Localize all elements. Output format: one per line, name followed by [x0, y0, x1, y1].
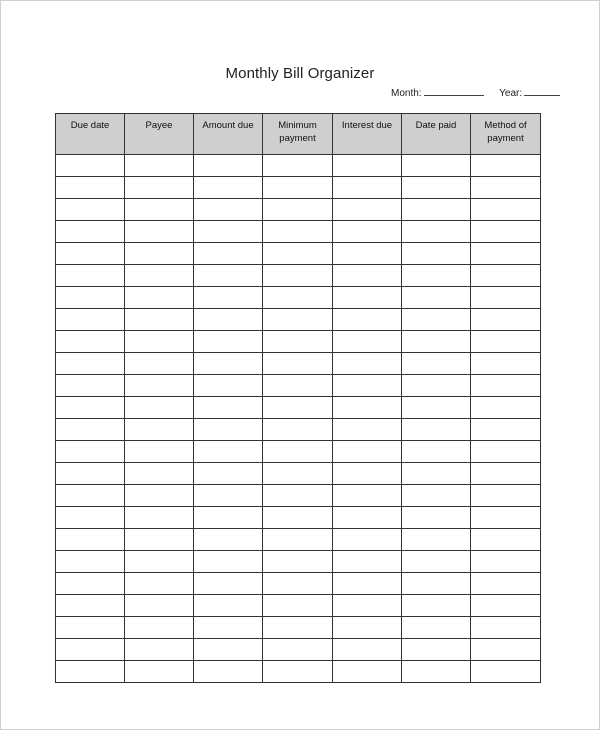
- header-date-paid: Date paid: [402, 114, 471, 155]
- table-cell[interactable]: [56, 287, 125, 309]
- table-cell[interactable]: [56, 375, 125, 397]
- table-cell[interactable]: [263, 551, 333, 573]
- table-cell[interactable]: [333, 463, 402, 485]
- table-cell[interactable]: [56, 441, 125, 463]
- table-cell[interactable]: [402, 617, 471, 639]
- table-row: [56, 639, 541, 661]
- table-cell[interactable]: [471, 529, 541, 551]
- table-cell[interactable]: [333, 287, 402, 309]
- table-cell[interactable]: [56, 265, 125, 287]
- table-cell[interactable]: [194, 265, 263, 287]
- table-cell[interactable]: [125, 155, 194, 177]
- table-row: [56, 595, 541, 617]
- table-cell[interactable]: [56, 199, 125, 221]
- table-row: [56, 397, 541, 419]
- table-cell[interactable]: [125, 617, 194, 639]
- table-row: [56, 375, 541, 397]
- table-cell[interactable]: [263, 441, 333, 463]
- table-cell[interactable]: [263, 353, 333, 375]
- table-cell[interactable]: [333, 639, 402, 661]
- header-payee: Payee: [125, 114, 194, 155]
- header-method-of-payment: Method of payment: [471, 114, 541, 155]
- table-cell[interactable]: [471, 309, 541, 331]
- table-cell[interactable]: [194, 221, 263, 243]
- table-cell[interactable]: [471, 177, 541, 199]
- table-row: [56, 331, 541, 353]
- table-cell[interactable]: [194, 639, 263, 661]
- table-cell[interactable]: [333, 551, 402, 573]
- table-cell[interactable]: [194, 485, 263, 507]
- table-cell[interactable]: [125, 265, 194, 287]
- month-blank-line[interactable]: [424, 86, 484, 96]
- table-cell[interactable]: [194, 463, 263, 485]
- table-row: [56, 573, 541, 595]
- table-cell[interactable]: [194, 507, 263, 529]
- table-cell[interactable]: [263, 595, 333, 617]
- table-cell[interactable]: [402, 551, 471, 573]
- table-cell[interactable]: [402, 155, 471, 177]
- table-row: [56, 419, 541, 441]
- table-cell[interactable]: [333, 397, 402, 419]
- table-cell[interactable]: [333, 265, 402, 287]
- table-cell[interactable]: [194, 287, 263, 309]
- table-cell[interactable]: [471, 639, 541, 661]
- table-cell[interactable]: [125, 243, 194, 265]
- table-cell[interactable]: [402, 265, 471, 287]
- table-cell[interactable]: [263, 177, 333, 199]
- table-cell[interactable]: [56, 485, 125, 507]
- table-cell[interactable]: [125, 529, 194, 551]
- table-cell[interactable]: [402, 221, 471, 243]
- table-cell[interactable]: [125, 375, 194, 397]
- table-cell[interactable]: [263, 155, 333, 177]
- table-cell[interactable]: [125, 177, 194, 199]
- table-cell[interactable]: [333, 177, 402, 199]
- table-cell[interactable]: [194, 419, 263, 441]
- table-row: [56, 177, 541, 199]
- table-cell[interactable]: [333, 595, 402, 617]
- table-cell[interactable]: [333, 661, 402, 683]
- year-blank-line[interactable]: [524, 86, 560, 96]
- table-cell[interactable]: [125, 573, 194, 595]
- month-label: Month:: [391, 88, 422, 99]
- table-cell[interactable]: [194, 573, 263, 595]
- table-cell[interactable]: [125, 221, 194, 243]
- header-due-date: Due date: [56, 114, 125, 155]
- table-cell[interactable]: [194, 177, 263, 199]
- table-cell[interactable]: [194, 397, 263, 419]
- table-cell[interactable]: [56, 155, 125, 177]
- table-cell[interactable]: [402, 397, 471, 419]
- table-row: [56, 661, 541, 683]
- table-cell[interactable]: [471, 287, 541, 309]
- table-cell[interactable]: [263, 661, 333, 683]
- table-cell[interactable]: [402, 463, 471, 485]
- table-cell[interactable]: [333, 375, 402, 397]
- table-cell[interactable]: [402, 441, 471, 463]
- table-row: [56, 155, 541, 177]
- table-cell[interactable]: [471, 441, 541, 463]
- table-row: [56, 529, 541, 551]
- table-cell[interactable]: [333, 199, 402, 221]
- table-cell[interactable]: [56, 551, 125, 573]
- table-cell[interactable]: [125, 639, 194, 661]
- table-cell[interactable]: [402, 507, 471, 529]
- table-cell[interactable]: [194, 595, 263, 617]
- bill-table: [55, 113, 541, 683]
- table-row: [56, 485, 541, 507]
- table-cell[interactable]: [56, 529, 125, 551]
- table-cell[interactable]: [263, 287, 333, 309]
- table-cell[interactable]: [125, 595, 194, 617]
- table-cell[interactable]: [263, 419, 333, 441]
- table-cell[interactable]: [56, 639, 125, 661]
- table-cell[interactable]: [263, 309, 333, 331]
- table-cell[interactable]: [471, 573, 541, 595]
- header-minimum-payment: Minimum payment: [263, 114, 333, 155]
- table-cell[interactable]: [56, 331, 125, 353]
- table-cell[interactable]: [125, 551, 194, 573]
- table-cell[interactable]: [263, 573, 333, 595]
- table-cell[interactable]: [471, 265, 541, 287]
- table-cell[interactable]: [125, 287, 194, 309]
- table-cell[interactable]: [333, 617, 402, 639]
- table-cell[interactable]: [194, 617, 263, 639]
- page-title: Monthly Bill Organizer: [225, 65, 375, 82]
- table-cell[interactable]: [402, 375, 471, 397]
- table-cell[interactable]: [194, 353, 263, 375]
- table-cell[interactable]: [402, 419, 471, 441]
- table-cell[interactable]: [333, 243, 402, 265]
- table-cell[interactable]: [263, 639, 333, 661]
- table-header-row: [56, 114, 541, 155]
- table-cell[interactable]: [56, 397, 125, 419]
- table-cell[interactable]: [402, 529, 471, 551]
- table-cell[interactable]: [194, 375, 263, 397]
- table-row: [56, 243, 541, 265]
- table-cell[interactable]: [194, 529, 263, 551]
- table-cell[interactable]: [471, 331, 541, 353]
- table-cell[interactable]: [56, 309, 125, 331]
- table-cell[interactable]: [125, 309, 194, 331]
- table-cell[interactable]: [56, 507, 125, 529]
- table-cell[interactable]: [402, 287, 471, 309]
- table-cell[interactable]: [333, 573, 402, 595]
- table-cell[interactable]: [125, 661, 194, 683]
- table-cell[interactable]: [125, 441, 194, 463]
- table-cell[interactable]: [471, 507, 541, 529]
- month-year-fields: [391, 86, 560, 99]
- table-cell[interactable]: [402, 309, 471, 331]
- table-cell[interactable]: [125, 199, 194, 221]
- table-cell[interactable]: [471, 243, 541, 265]
- year-label: Year:: [499, 88, 523, 99]
- table-cell[interactable]: [402, 639, 471, 661]
- table-cell[interactable]: [263, 529, 333, 551]
- table-cell[interactable]: [125, 419, 194, 441]
- table-cell[interactable]: [402, 199, 471, 221]
- table-body: [56, 155, 541, 683]
- table-cell[interactable]: [471, 661, 541, 683]
- table-cell[interactable]: [402, 595, 471, 617]
- table-cell[interactable]: [263, 265, 333, 287]
- table-cell[interactable]: [402, 573, 471, 595]
- table-cell[interactable]: [56, 419, 125, 441]
- table-row: [56, 463, 541, 485]
- table-cell[interactable]: [56, 661, 125, 683]
- table-cell[interactable]: [333, 419, 402, 441]
- table-cell[interactable]: [471, 617, 541, 639]
- table-cell[interactable]: [333, 507, 402, 529]
- table-cell[interactable]: [56, 617, 125, 639]
- table-cell[interactable]: [125, 331, 194, 353]
- table-cell[interactable]: [125, 463, 194, 485]
- header-amount-due: Amount due: [194, 114, 263, 155]
- table-cell[interactable]: [125, 353, 194, 375]
- table-cell[interactable]: [56, 221, 125, 243]
- table-cell[interactable]: [263, 331, 333, 353]
- table-cell[interactable]: [471, 419, 541, 441]
- table-row: [56, 265, 541, 287]
- table-row: [56, 287, 541, 309]
- header-interest-due: Interest due: [333, 114, 402, 155]
- table-cell[interactable]: [56, 353, 125, 375]
- table-cell[interactable]: [471, 375, 541, 397]
- table-row: [56, 309, 541, 331]
- table-cell[interactable]: [263, 199, 333, 221]
- table-cell[interactable]: [402, 485, 471, 507]
- table-cell[interactable]: [402, 331, 471, 353]
- table-cell[interactable]: [125, 485, 194, 507]
- table-cell[interactable]: [56, 463, 125, 485]
- table-cell[interactable]: [194, 155, 263, 177]
- table-cell[interactable]: [56, 573, 125, 595]
- table-cell[interactable]: [263, 463, 333, 485]
- table-cell[interactable]: [194, 309, 263, 331]
- table-row: [56, 507, 541, 529]
- table-row: [56, 617, 541, 639]
- table-cell[interactable]: [333, 155, 402, 177]
- table-cell[interactable]: [333, 485, 402, 507]
- table-cell[interactable]: [125, 397, 194, 419]
- table-cell[interactable]: [333, 441, 402, 463]
- table-cell[interactable]: [333, 221, 402, 243]
- table-cell[interactable]: [471, 463, 541, 485]
- table-cell[interactable]: [471, 155, 541, 177]
- table-cell[interactable]: [263, 507, 333, 529]
- table-cell[interactable]: [471, 221, 541, 243]
- table-cell[interactable]: [333, 529, 402, 551]
- table-cell[interactable]: [471, 595, 541, 617]
- table-cell[interactable]: [471, 485, 541, 507]
- table-cell[interactable]: [402, 177, 471, 199]
- table-row: [56, 221, 541, 243]
- table-cell[interactable]: [263, 617, 333, 639]
- table-cell[interactable]: [471, 199, 541, 221]
- table-cell[interactable]: [194, 199, 263, 221]
- table-cell[interactable]: [194, 331, 263, 353]
- table-cell[interactable]: [471, 353, 541, 375]
- table-cell[interactable]: [56, 595, 125, 617]
- table-row: [56, 551, 541, 573]
- table-cell[interactable]: [471, 551, 541, 573]
- table-row: [56, 199, 541, 221]
- table-cell[interactable]: [194, 441, 263, 463]
- table-cell[interactable]: [194, 243, 263, 265]
- table-cell[interactable]: [402, 243, 471, 265]
- table-cell[interactable]: [56, 243, 125, 265]
- table-cell[interactable]: [194, 551, 263, 573]
- table-cell[interactable]: [402, 353, 471, 375]
- table-cell[interactable]: [263, 243, 333, 265]
- table-cell[interactable]: [263, 485, 333, 507]
- table-cell[interactable]: [194, 661, 263, 683]
- table-cell[interactable]: [402, 661, 471, 683]
- table-cell[interactable]: [263, 397, 333, 419]
- table-cell[interactable]: [471, 397, 541, 419]
- table-cell[interactable]: [125, 507, 194, 529]
- table-cell[interactable]: [263, 375, 333, 397]
- table-cell[interactable]: [333, 309, 402, 331]
- table-cell[interactable]: [333, 353, 402, 375]
- table-row: [56, 441, 541, 463]
- table-cell[interactable]: [263, 221, 333, 243]
- table-cell[interactable]: [56, 177, 125, 199]
- table-cell[interactable]: [333, 331, 402, 353]
- table-row: [56, 353, 541, 375]
